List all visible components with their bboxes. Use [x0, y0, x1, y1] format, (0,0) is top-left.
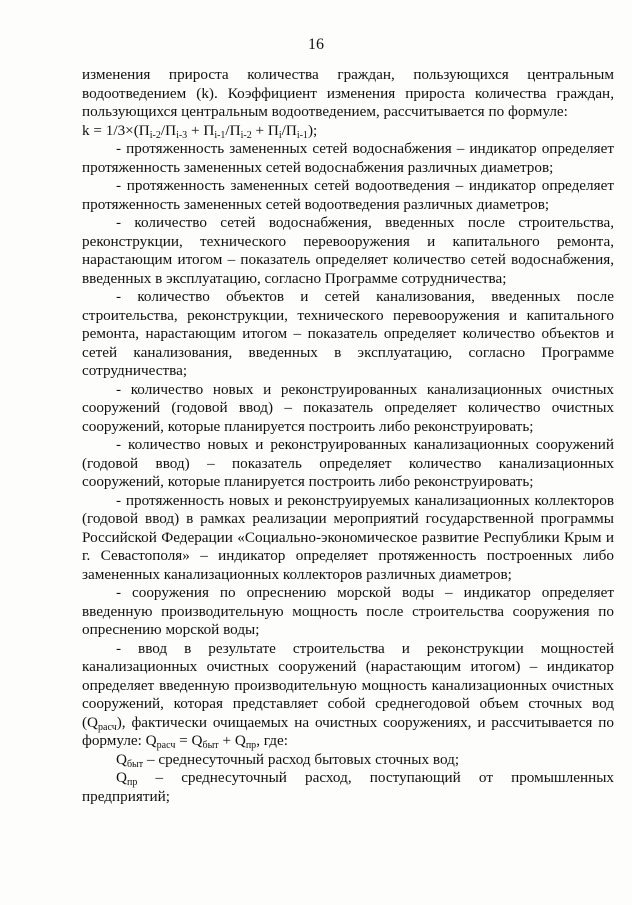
formula-k: $k = 1/3\times(П_{i-2}/П_{i-3} + П_{i-1}/П_{i-2} + П_i/П_{i-1})$;: [82, 121, 318, 141]
paragraph-1: изменения прироста количества граждан, пользующихся центральным водоотведением (k). Коэффициент изменения прироста количества граждан, пользующихся центральным водоотведением, рассчитывается по формуле:: [82, 66, 614, 120]
list-item-treatment-facilities: - количество новых и реконструированных канализационных очистных сооружений (годовой ввод) – показатель определяет количество очистных сооружений, которые планируется построить либо реконструировать;: [82, 380, 614, 435]
list-item-sewerage-collectors: - протяженность новых и реконструируемых канализационных коллекторов (годовой ввод) в рамках реализации мероприятий государственной программы Российской Федерации «Социально-экономическое развитие Республики Крым и г. Севастополя» – индикатор определяет протяженность построенных либо замененных канализационных коллекторов различных диаметров;: [82, 491, 614, 583]
list-item-desalination: - сооружения по опреснению морской воды – индикатор определяет введенную производительную мощность после строительства сооружения по опреснению морской воды;: [82, 584, 614, 638]
list-item-treatment-capacity: - ввод в результате строительства и реконструкции мощностей канализационных очистных сооружений (нарастающим итогом) – индикатор определяет введенную производительную мощность канализационных очистных сооружений, которая представляет собой среднегодовой объем сточных вод $(Q_{расч})$, фактически очищаемых на очистных сооружениях, и рассчитывается по формуле: $Q_{расч} = Q_{быт} + Q_{пр}$, где:: [82, 639, 614, 751]
definition-q-pr: $Q_{пр}$ – среднесуточный расход, поступающий от промышленных предприятий;: [82, 769, 614, 805]
list-item-sewerage-objects-commissioned: - количество объектов и сетей канализования, введенных после строительства, реконструкции, технического перевооружения и капитального ремонта, нарастающим итогом – показатель определяет количество объектов и сетей канализования, введенных в эксплуатацию, согласно Программе сотрудничества;: [82, 288, 614, 379]
document-body: [82, 66, 614, 806]
list-item-sewerage-facilities: - количество новых и реконструированных канализационных сооружений (годовой ввод) – показатель определяет количество канализационных сооружений, которые планируется построить либо реконструировать;: [82, 436, 614, 490]
definition-q-byt: $Q_{быт}$ – среднесуточный расход бытовых сточных вод;: [116, 750, 460, 770]
list-item-sewerage-replaced: - протяженность замененных сетей водоотведения – индикатор определяет протяженность замененных сетей водоотведения различных диаметров;: [82, 177, 614, 213]
page-number: 16: [308, 36, 324, 53]
list-item-water-supply-replaced: - протяженность замененных сетей водоснабжения – индикатор определяет протяженность замененных сетей водоснабжения различных диаметров;: [82, 140, 614, 176]
list-item-water-networks-commissioned: - количество сетей водоснабжения, введенных после строительства, реконструкции, технического перевооружения и капитального ремонта, нарастающим итогом – показатель определяет количество сетей водоснабжения, введенных в эксплуатацию, согласно Программе сотрудничества;: [82, 214, 614, 287]
